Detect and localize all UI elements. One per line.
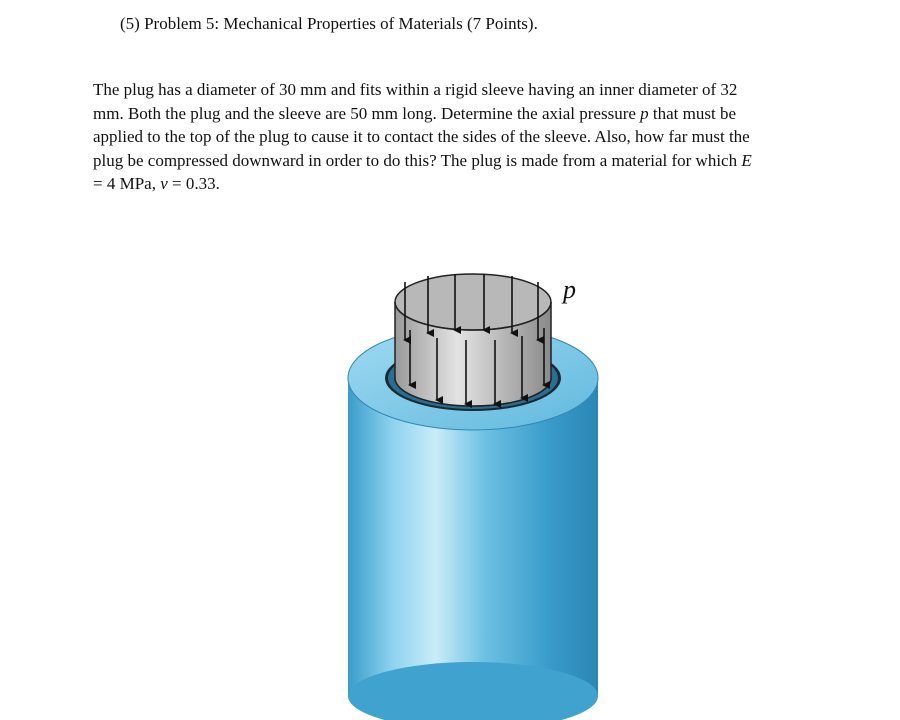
problem-heading: (5) Problem 5: Mechanical Properties of Materials (7 Points).	[120, 14, 538, 33]
poisson-value: = 0.33.	[167, 174, 220, 193]
problem-line-2-text: mm. Both the plug and the sleeve are 50 mm long. Determine the axial pressure	[93, 103, 641, 123]
plug	[395, 274, 551, 406]
problem-line-4	[93, 149, 853, 173]
poisson-variable: v	[160, 174, 168, 193]
problem-line-1: The plug has a diameter of 30 mm and fits within a rigid sleeve having an inner diameter of 32	[93, 80, 738, 99]
plug-sleeve-figure	[300, 250, 660, 720]
modulus-variable: E	[741, 150, 752, 170]
pressure-variable: p	[640, 103, 649, 123]
problem-line-2-end: that must be	[648, 103, 737, 123]
problem-line-5	[93, 172, 853, 196]
pressure-label: p	[563, 275, 576, 304]
problem-line-3: applied to the top of the plug to cause it to contact the sides of the sleeve. Also, how far must the	[93, 127, 750, 146]
problem-statement	[93, 78, 853, 196]
problem-line-2	[93, 102, 853, 126]
modulus-value: = 4 MPa,	[93, 174, 161, 193]
problem-line-4-text: plug be compressed downward in order to do this? The plug is made from a material for which	[93, 150, 742, 170]
